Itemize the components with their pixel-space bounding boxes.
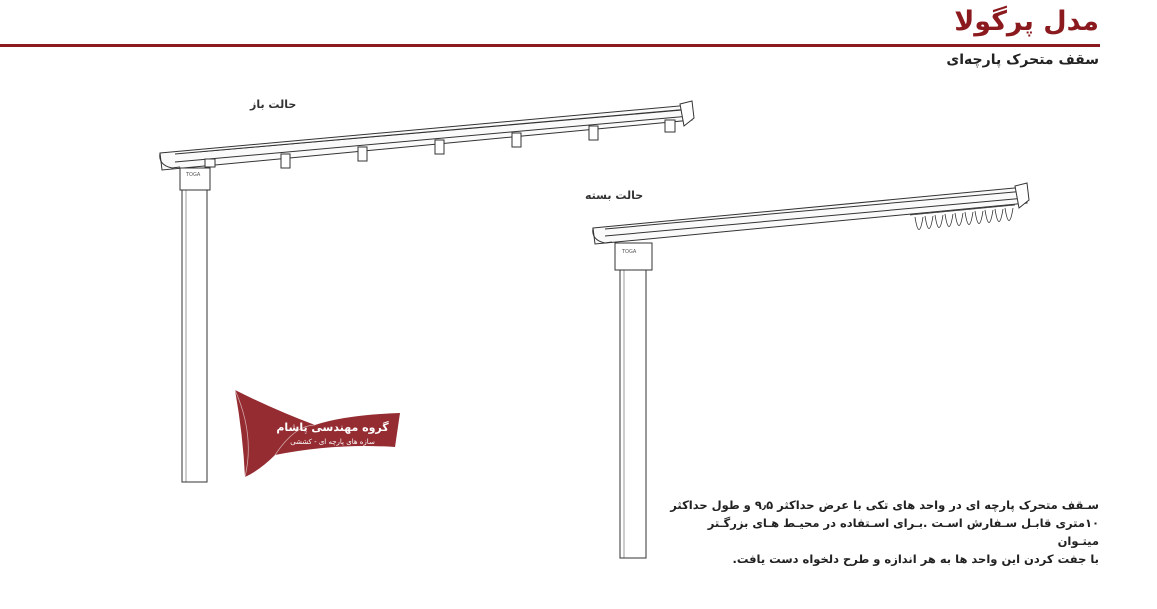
open-beam: [160, 105, 692, 170]
page-subtitle: سقف متحرک پارچه‌ای: [946, 52, 1099, 68]
carriage: [512, 133, 521, 147]
open-state-label: حالت باز: [250, 98, 297, 111]
open-end-cap: [680, 101, 694, 126]
description-text: [669, 496, 1099, 568]
watermark-tagline: سازه های پارچه ای - کششی: [290, 438, 375, 446]
closed-beam: [593, 187, 1027, 244]
watermark-company-name: گروه مهندسی پاشام: [276, 421, 389, 434]
page-title: مدل پرگولا: [954, 6, 1099, 37]
carriage: [358, 147, 367, 161]
closed-post-logo: TOGA: [622, 249, 637, 255]
carriage: [205, 159, 215, 167]
company-watermark: [215, 385, 415, 484]
description-line: ۱۰متری قابـل سـفارش اسـت .بـرای اسـتفاده در محیـط هـای بزرگـتر میتـوان: [707, 516, 1099, 548]
closed-post-head: [615, 243, 652, 270]
carriage: [281, 154, 290, 168]
carriage: [435, 140, 444, 154]
carriage: [665, 120, 675, 132]
carriage: [589, 126, 598, 140]
open-post-logo: TOGA: [186, 172, 201, 178]
description-line: سـقف متحرک پارچه ای در واحد های تکی با عرض حداکثر ۹٫۵ و طول حداکثر: [670, 498, 1099, 512]
description-line: با جفت کردن این واحد ها به هر اندازه و طرح دلخواه دست یافت.: [732, 552, 1099, 566]
closed-state-label: حالت بسته: [585, 189, 644, 202]
